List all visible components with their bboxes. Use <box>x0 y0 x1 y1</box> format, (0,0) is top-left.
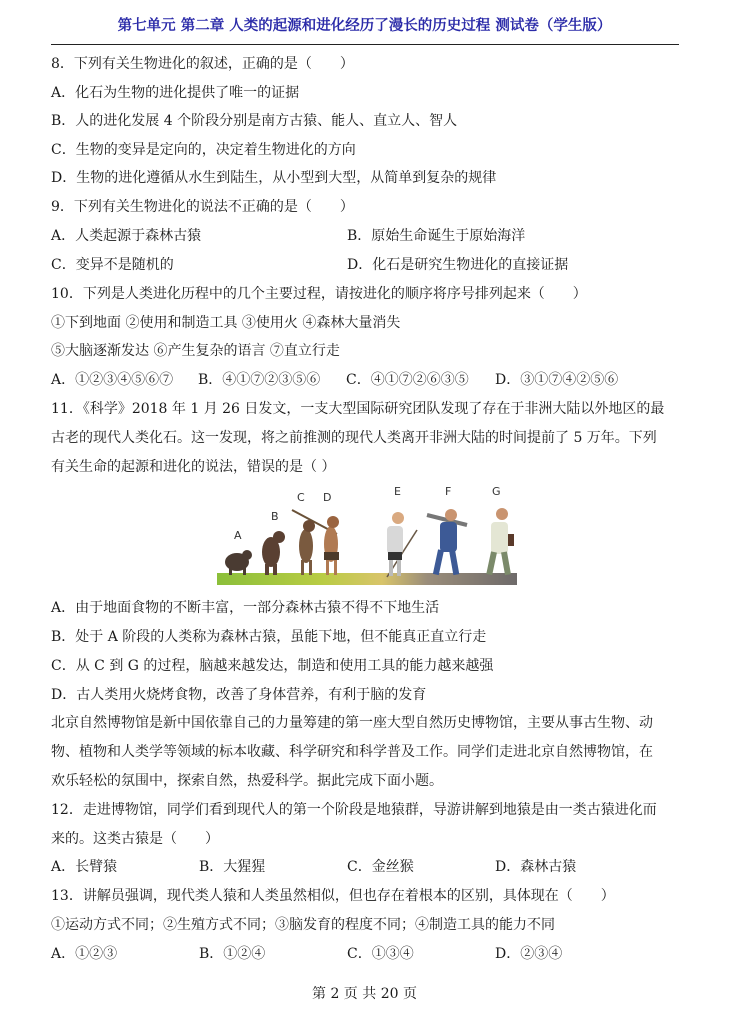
q12-option-c: C．金丝猴 <box>347 859 414 875</box>
page-header-title: 第七单元 第二章 人类的起源和进化经历了漫长的历史过程 测试卷（学生版） <box>117 18 612 34</box>
page-number: 第 2 页 共 20 页 <box>312 986 417 1002</box>
q13-option-b: B．①②④ <box>199 946 266 962</box>
q13-stem: 13．讲解员强调，现代类人猿和人类虽然相似，但也存在着根本的区别，具体现在（ ） <box>51 888 615 904</box>
header-divider <box>51 44 679 45</box>
passage-line2: 物、植物和人类学等领域的标本收藏、科学研究和科学普及工作。同学们走进北京自然博物馆，在 <box>51 744 653 760</box>
q11-option-c: C．从 C 到 G 的过程，脑越来越发达，制造和使用工具的能力越来越强 <box>51 658 494 674</box>
q13-option-d: D．②③④ <box>495 946 563 962</box>
figure-label-d: D <box>323 491 332 504</box>
evolution-illustration <box>207 482 523 588</box>
passage-line1: 北京自然博物馆是新中国依靠自己的力量筹建的第一座大型自然历史博物馆，主要从事古生物、动 <box>51 715 653 731</box>
q10-option-c: C．④①⑦②⑥③⑤ <box>346 372 469 388</box>
human-evolution-figure <box>207 482 523 588</box>
q11-option-a: A．由于地面食物的不断丰富，一部分森林古猿不得不下地生活 <box>51 600 440 616</box>
q11-stem-line2: 古老的现代人类化石。这一发现，将之前推测的现代人类离开非洲大陆的时间提前了 5 万年。下列 <box>51 430 657 446</box>
q11-stem-line3: 有关生命的起源和进化的说法，错误的是（ ） <box>51 459 336 475</box>
q10-items-line2: ⑤大脑逐渐发达 ⑥产生复杂的语言 ⑦直立行走 <box>51 343 340 359</box>
q11-option-d: D．古人类用火烧烤食物，改善了身体营养，有利于脑的发育 <box>51 687 427 703</box>
q11-option-b: B．处于 A 阶段的人类称为森林古猿，虽能下地，但不能真正直立行走 <box>51 629 487 645</box>
q9-option-d: D．化石是研究生物进化的直接证据 <box>347 257 569 273</box>
figure-label-f: F <box>445 485 452 498</box>
q10-items-line1: ①下到地面 ②使用和制造工具 ③使用火 ④森林大量消失 <box>51 315 401 331</box>
q10-option-d: D．③①⑦④②⑤⑥ <box>495 372 619 388</box>
q8-option-a: A．化石为生物的进化提供了唯一的证据 <box>51 85 300 101</box>
q8-option-b: B．人的进化发展 4 个阶段分别是南方古猿、能人、直立人、智人 <box>51 113 458 129</box>
passage-line3: 欢乐轻松的氛围中，探索自然，热爱科学。据此完成下面小题。 <box>51 773 443 789</box>
q8-option-d: D．生物的进化遵循从水生到陆生，从小型到大型，从简单到复杂的规律 <box>51 170 497 186</box>
q9-option-a: A．人类起源于森林古猿 <box>51 228 202 244</box>
figure-label-c: C <box>297 491 305 504</box>
q9-stem: 9．下列有关生物进化的说法不正确的是（ ） <box>51 199 354 215</box>
q12-option-d: D．森林古猿 <box>495 859 577 875</box>
q11-stem-line1: 11．《科学》2018 年 1 月 26 日发文，一支大型国际研究团队发现了存在于非洲大陆以外地区的最 <box>51 401 665 417</box>
q8-stem: 8．下列有关生物进化的叙述，正确的是（ ） <box>51 56 354 72</box>
q8-option-c: C．生物的变异是定向的，决定着生物进化的方向 <box>51 142 356 158</box>
q13-option-a: A．①②③ <box>51 946 118 962</box>
figure-label-a: A <box>234 529 242 542</box>
q13-option-c: C．①③④ <box>347 946 414 962</box>
figure-label-e: E <box>394 485 401 498</box>
q12-option-b: B．大猩猩 <box>199 859 266 875</box>
q10-option-a: A．①②③④⑤⑥⑦ <box>51 372 174 388</box>
q12-stem-line1: 12．走进博物馆，同学们看到现代人的第一个阶段是地猿群，导游讲解到地猿是由一类古猿进化而 <box>51 802 657 818</box>
q10-option-b: B．④①⑦②③⑤⑥ <box>198 372 321 388</box>
q10-stem: 10．下列是人类进化历程中的几个主要过程，请按进化的顺序将序号排列起来（ ） <box>51 286 587 302</box>
q13-items: ①运动方式不同；②生殖方式不同；③脑发育的程度不同；④制造工具的能力不同 <box>51 917 555 933</box>
figure-label-b: B <box>271 510 279 523</box>
q9-option-b: B．原始生命诞生于原始海洋 <box>347 228 526 244</box>
q12-stem-line2: 来的。这类古猿是（ ） <box>51 831 219 847</box>
figure-label-g: G <box>492 485 501 498</box>
q9-option-c: C．变异不是随机的 <box>51 257 174 273</box>
q12-option-a: A．长臂猿 <box>51 859 118 875</box>
